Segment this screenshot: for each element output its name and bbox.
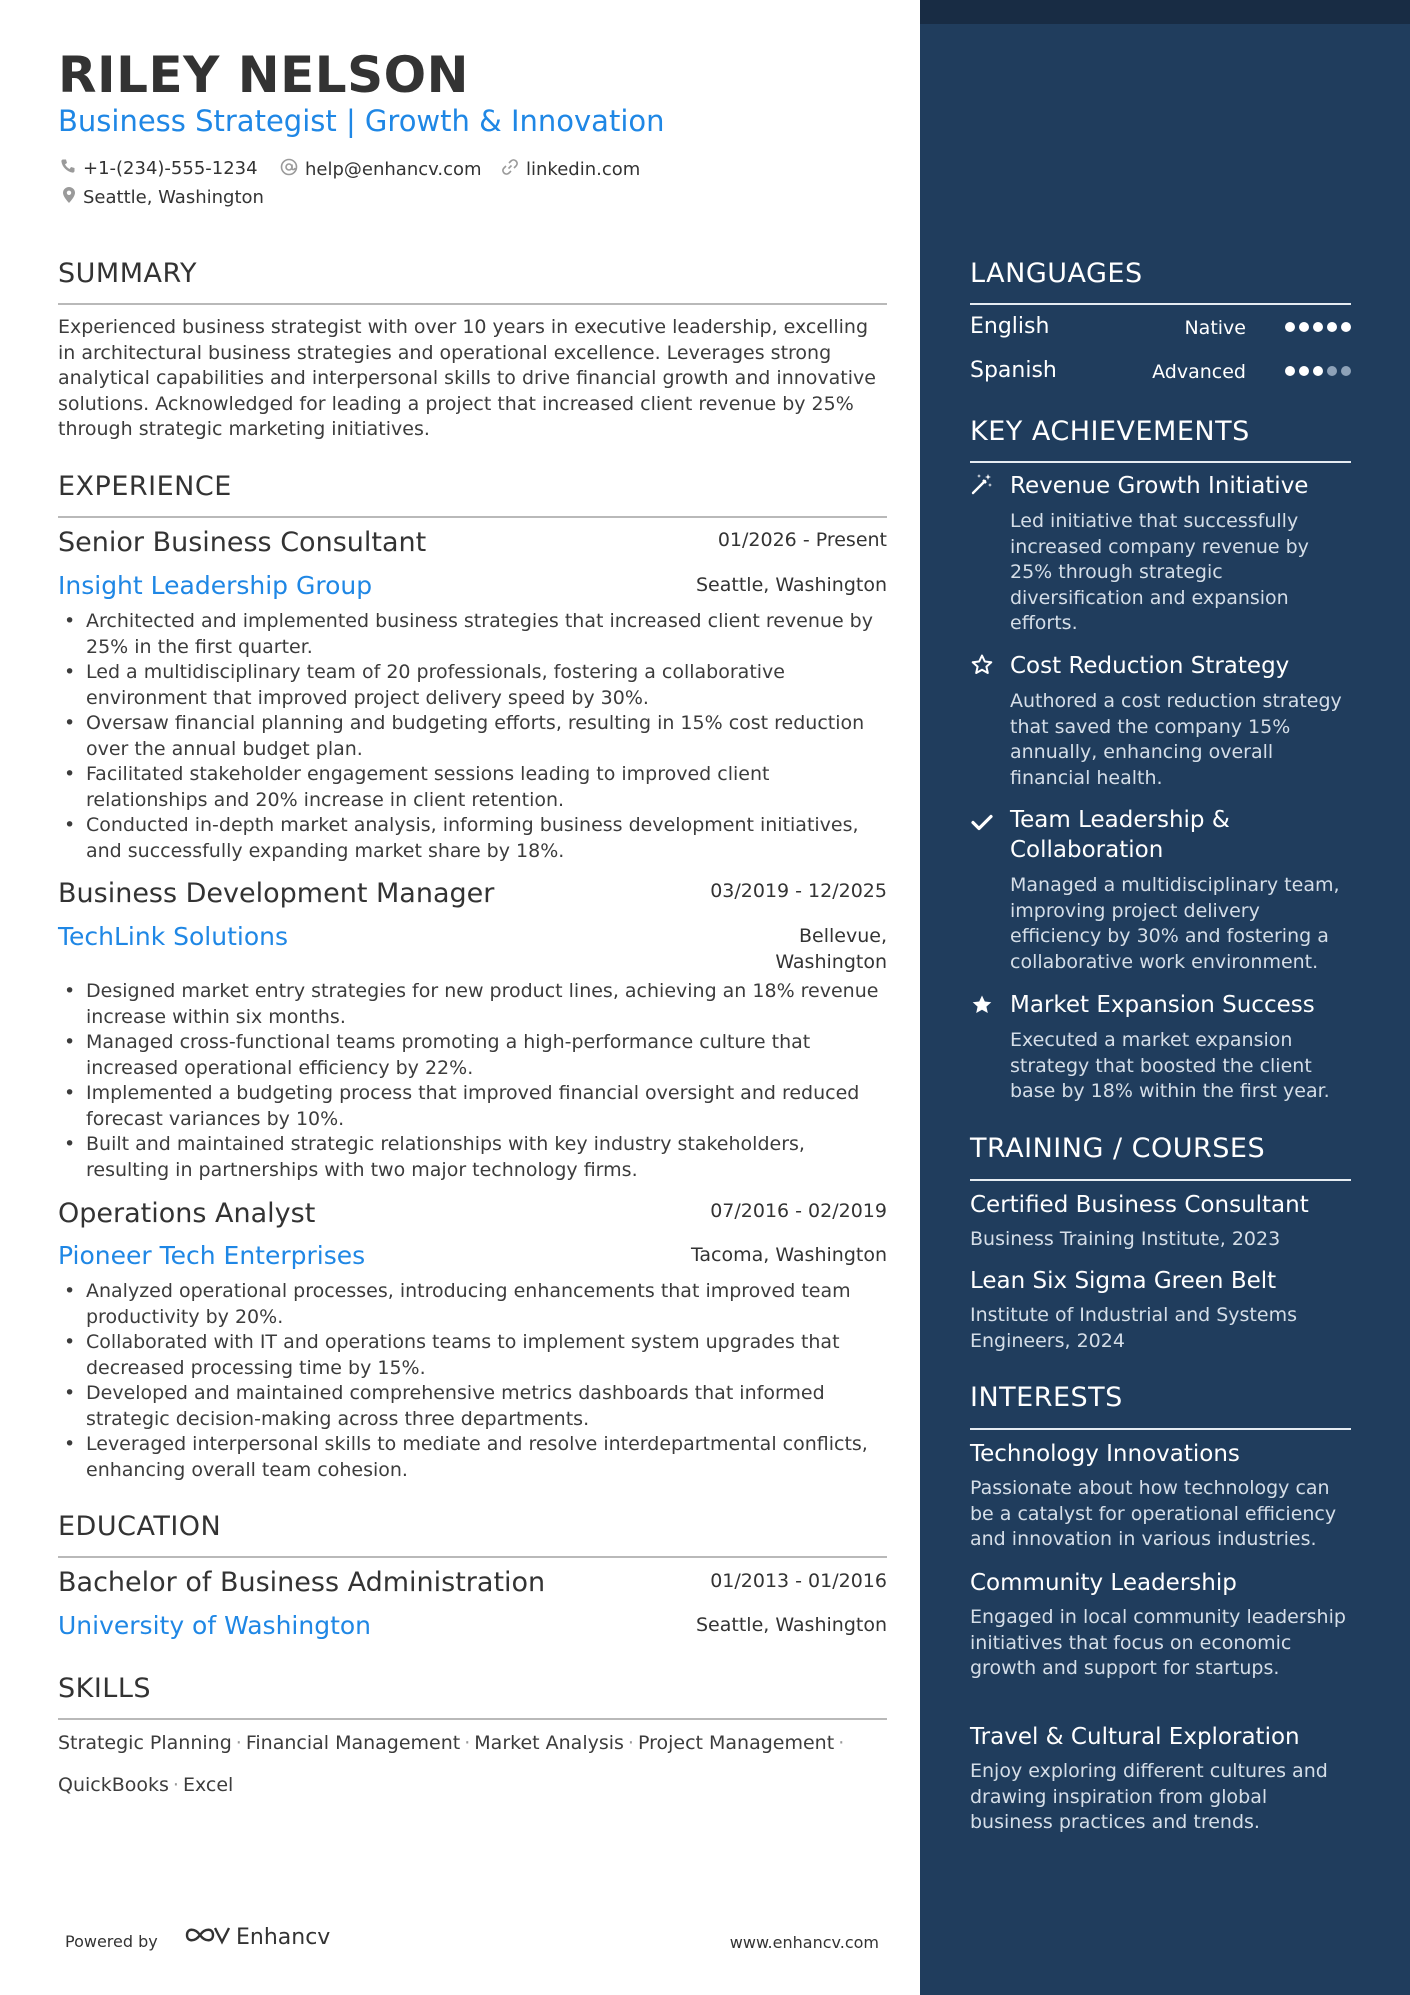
achievement-desc: Led initiative that successfully increased company revenue by 25% through strategic diversification and expansion efforts. xyxy=(1010,510,1309,634)
achievement-desc: Managed a multidisciplinary team, improving project delivery efficiency by 30% and fostering a collaborative work environment. xyxy=(1010,874,1340,973)
interest-title: Travel & Cultural Exploration xyxy=(970,1724,1300,1750)
magic-wand-icon xyxy=(970,472,994,496)
interest-desc: Engaged in local community leadership initiatives that focus on economic growth and support for startups. xyxy=(970,1606,1346,1679)
language-proficiency-dots xyxy=(1285,322,1351,332)
proficiency-dot xyxy=(1341,366,1351,376)
course-desc: Institute of Industrial and Systems Engineers, 2024 xyxy=(970,1304,1297,1352)
language-level: Advanced xyxy=(1152,361,1246,383)
education-title: EDUCATION xyxy=(58,1511,222,1542)
achievement-desc: Authored a cost reduction strategy that saved the company 15% annually, enhancing overall financial health. xyxy=(1010,690,1342,789)
job-location: Tacoma, Washington xyxy=(690,1244,887,1266)
languages-divider xyxy=(970,303,1351,305)
school-name: University of Washington xyxy=(58,1611,372,1640)
email-contact[interactable] xyxy=(280,158,482,181)
proficiency-dot xyxy=(1285,322,1295,332)
interest-title: Community Leadership xyxy=(970,1570,1237,1596)
job-location xyxy=(775,924,887,975)
education-location: Seattle, Washington xyxy=(696,1614,887,1636)
bullet-item: • Facilitated stakeholder engagement sessions leading to improved client relationships and 20% increase in client retention. xyxy=(58,762,887,813)
skill-separator: · xyxy=(627,1732,634,1754)
summary-text: Experienced business strategist with over 10 years in executive leadership, excelling in architectural business strategies and operational excellence. Leverages strong analytical capabilities and interpersonal skills to drive financial growth and innovative solutions. Acknowledged for leading a project that increased client revenue by 25% through strategic marketing initiatives. xyxy=(58,316,876,440)
education-divider xyxy=(58,1556,887,1558)
skill-separator: · xyxy=(235,1732,242,1754)
language-name: English xyxy=(970,314,1050,339)
proficiency-dot xyxy=(1313,322,1323,332)
course-desc: Business Training Institute, 2023 xyxy=(970,1228,1281,1250)
job-bullets xyxy=(58,609,887,864)
bullet-item: • Built and maintained strategic relationships with key industry stakeholders, resulting in partnerships with two major technology firms. xyxy=(58,1132,887,1183)
proficiency-dot xyxy=(1327,366,1337,376)
experience-title: EXPERIENCE xyxy=(58,471,232,502)
enhancv-logo-icon xyxy=(184,1922,232,1952)
job-dates: 01/2026 - Present xyxy=(717,529,887,551)
phone-text: +1-(234)-555-1234 xyxy=(83,158,258,179)
achievements-divider xyxy=(970,461,1351,463)
company-name: TechLink Solutions xyxy=(58,922,289,951)
achievement-title: Team Leadership & Collaboration xyxy=(1010,807,1230,863)
job-title: Senior Business Consultant xyxy=(58,527,427,558)
skill-separator: · xyxy=(172,1774,179,1796)
powered-by-label: Powered by xyxy=(65,1932,158,1951)
achievement-title: Cost Reduction Strategy xyxy=(1010,653,1290,679)
bullet-item: • Designed market entry strategies for new product lines, achieving an 18% revenue increase within six months. xyxy=(58,979,887,1030)
course-title: Lean Six Sigma Green Belt xyxy=(970,1268,1277,1294)
skill-separator: · xyxy=(464,1732,471,1754)
skill-item: Financial Management xyxy=(245,1732,461,1754)
phone-contact[interactable] xyxy=(60,158,258,179)
location-contact xyxy=(62,186,264,209)
achievement-desc: Executed a market expansion strategy that boosted the client base by 18% within the first year. xyxy=(1010,1029,1330,1102)
training-title: TRAINING / COURSES xyxy=(970,1133,1266,1164)
bullet-item: • Leveraged interpersonal skills to mediate and resolve interdepartmental conflicts, enhancing overall team cohesion. xyxy=(58,1432,887,1483)
bullet-item: • Managed cross-functional teams promoting a high-performance culture that increased operational efficiency by 22%. xyxy=(58,1030,887,1081)
location-pin-icon xyxy=(62,186,83,209)
interest-title: Technology Innovations xyxy=(970,1441,1240,1467)
job-title: Operations Analyst xyxy=(58,1198,316,1229)
enhancv-brand-text: Enhancv xyxy=(236,1924,331,1950)
headline: Business Strategist | Growth & Innovation xyxy=(58,104,665,138)
skill-item: QuickBooks xyxy=(58,1774,169,1796)
bullet-item: • Architected and implemented business strategies that increased client revenue by 25% in the first quarter. xyxy=(58,609,887,660)
bullet-item: • Oversaw financial planning and budgeting efforts, resulting in 15% cost reduction over the annual budget plan. xyxy=(58,711,887,762)
job-title: Business Development Manager xyxy=(58,878,495,909)
interests-divider xyxy=(970,1428,1351,1430)
language-name: Spanish xyxy=(970,358,1057,383)
training-divider xyxy=(970,1179,1351,1181)
achievements-title: KEY ACHIEVEMENTS xyxy=(970,416,1250,447)
email-text: help@enhancv.com xyxy=(305,159,482,180)
experience-divider xyxy=(58,516,887,518)
job-location-line: Bellevue, xyxy=(799,925,887,947)
at-icon xyxy=(280,158,305,181)
candidate-name: RILEY NELSON xyxy=(58,46,469,104)
bullet-item: • Developed and maintained comprehensive metrics dashboards that informed strategic decision-making across three departments. xyxy=(58,1381,887,1432)
language-level: Native xyxy=(1184,317,1246,339)
summary-title: SUMMARY xyxy=(58,258,197,289)
interest-desc: Passionate about how technology can be a catalyst for operational efficiency and innovation in various industries. xyxy=(970,1477,1337,1550)
proficiency-dot xyxy=(1327,322,1337,332)
bullet-item: • Implemented a budgeting process that improved financial oversight and reduced forecast variances by 10%. xyxy=(58,1081,887,1132)
link-icon xyxy=(501,158,526,181)
degree-title: Bachelor of Business Administration xyxy=(58,1567,546,1598)
linkedin-contact[interactable] xyxy=(501,158,640,181)
languages-title: LANGUAGES xyxy=(970,258,1143,289)
linkedin-text: linkedin.com xyxy=(526,159,641,180)
proficiency-dot xyxy=(1285,366,1295,376)
star-outline-icon xyxy=(970,653,994,677)
summary-divider xyxy=(58,303,887,305)
bullet-item: • Led a multidisciplinary team of 20 professionals, fostering a collaborative environment that improved project delivery speed by 30%. xyxy=(58,660,887,711)
job-dates: 03/2019 - 12/2025 xyxy=(710,880,887,902)
proficiency-dot xyxy=(1299,322,1309,332)
proficiency-dot xyxy=(1313,366,1323,376)
bullet-item: • Analyzed operational processes, introducing enhancements that improved team productivity by 20%. xyxy=(58,1279,887,1330)
language-proficiency-dots xyxy=(1285,366,1351,376)
bullet-item: • Conducted in-depth market analysis, informing business development initiatives, and successfully expanding market share by 18%. xyxy=(58,813,887,864)
achievement-title: Market Expansion Success xyxy=(1010,992,1315,1018)
skills-title: SKILLS xyxy=(58,1673,152,1704)
education-dates: 01/2013 - 01/2016 xyxy=(710,1570,887,1592)
skills-list xyxy=(58,1722,887,1806)
enhancv-logo[interactable] xyxy=(184,1922,330,1952)
course-title: Certified Business Consultant xyxy=(970,1192,1309,1218)
interest-desc: Enjoy exploring different cultures and drawing inspiration from global business practices and trends. xyxy=(970,1760,1328,1833)
interests-title: INTERESTS xyxy=(970,1382,1123,1413)
company-name: Insight Leadership Group xyxy=(58,571,373,600)
job-bullets xyxy=(58,1279,887,1483)
footer-url[interactable]: www.enhancv.com xyxy=(729,1933,879,1952)
phone-icon xyxy=(60,158,83,179)
skills-divider xyxy=(58,1718,887,1720)
skill-item: Strategic Planning xyxy=(58,1732,232,1754)
checkmark-icon xyxy=(970,810,994,834)
job-dates: 07/2016 - 02/2019 xyxy=(710,1200,887,1222)
skill-separator: · xyxy=(838,1732,845,1754)
job-bullets xyxy=(58,979,887,1183)
sidebar-top-band xyxy=(920,0,1410,24)
sidebar xyxy=(920,0,1410,1995)
proficiency-dot xyxy=(1299,366,1309,376)
job-location-line: Washington xyxy=(775,950,887,973)
proficiency-dot xyxy=(1341,322,1351,332)
company-name: Pioneer Tech Enterprises xyxy=(58,1241,366,1270)
skill-item: Project Management xyxy=(637,1732,835,1754)
job-location: Seattle, Washington xyxy=(696,574,887,596)
star-filled-icon xyxy=(970,993,994,1017)
achievement-title: Revenue Growth Initiative xyxy=(1010,473,1309,499)
location-text: Seattle, Washington xyxy=(83,187,264,208)
skill-item: Excel xyxy=(182,1774,234,1796)
bullet-item: • Collaborated with IT and operations teams to implement system upgrades that decreased processing time by 15%. xyxy=(58,1330,887,1381)
skill-item: Market Analysis xyxy=(474,1732,624,1754)
